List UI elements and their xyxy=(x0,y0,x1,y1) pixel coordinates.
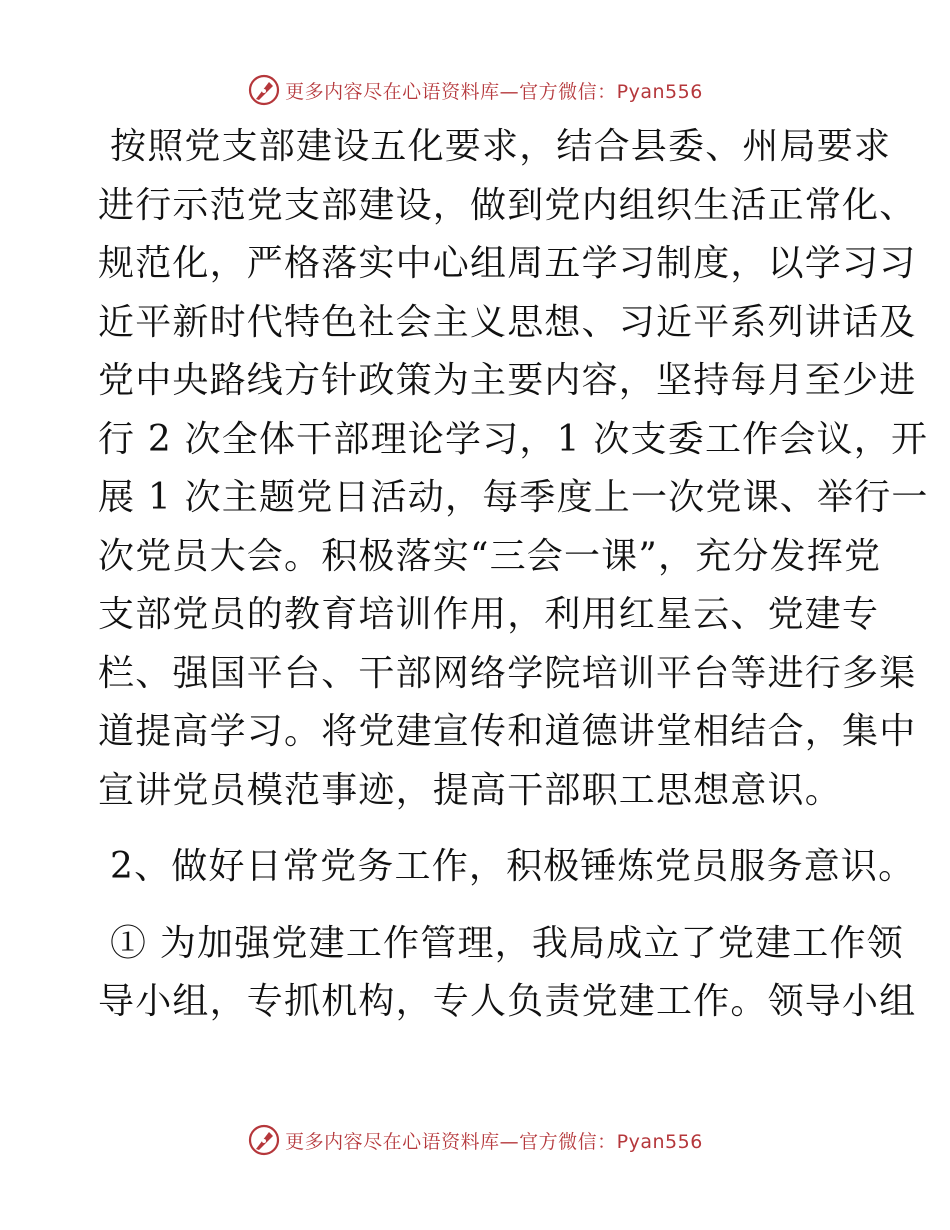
pen-nib-circle-icon xyxy=(247,73,281,107)
text-line: 展 1 次主题党日活动，每季度上一次党课、举行一 xyxy=(98,477,929,518)
text-line: 规范化，严格落实中心组周五学习制度，以学习习 xyxy=(98,243,917,284)
text-line: 党中央路线方针政策为主要内容，坚持每月至少进 xyxy=(98,360,917,401)
text-line: 宣讲党员模范事迹，提高干部职工思想意识。 xyxy=(98,769,843,811)
watermark-text: 更多内容尽在心语资料库—官方微信：Pyan556 xyxy=(285,1130,703,1153)
text-line: 栏、强国平台、干部网络学院培训平台等进行多渠 xyxy=(98,652,917,694)
watermark-header xyxy=(0,70,950,110)
watermark-footer xyxy=(0,1120,950,1160)
text-line: 次党员大会。积极落实“三会一课”，充分发挥党 xyxy=(98,535,882,577)
pen-nib-circle-icon xyxy=(247,1123,281,1157)
document-body xyxy=(98,118,929,1032)
text-line: 支部党员的教育培训作用，利用红星云、党建专 xyxy=(98,594,880,635)
text-line: 近平新时代特色社会主义思想、习近平系列讲话及 xyxy=(98,301,917,343)
watermark-text: 更多内容尽在心语资料库—官方微信：Pyan556 xyxy=(285,80,703,103)
text-line: ① 为加强党建工作管理，我局成立了党建工作领 xyxy=(110,922,904,964)
section-heading: 2、做好日常党务工作，积极锤炼党员服务意识。 xyxy=(110,846,916,887)
text-line: 行 2 次全体干部理论学习，1 次支委工作会议，开 xyxy=(98,418,929,460)
paragraph-gap xyxy=(98,820,858,838)
text-line: 进行示范党支部建设，做到党内组织生活正常化、 xyxy=(98,184,917,226)
paragraph-gap xyxy=(98,897,858,915)
text-line: 按照党支部建设五化要求，结合县委、州局要求 xyxy=(110,126,892,167)
text-line: 道提高学习。将党建宣传和道德讲堂相结合，集中 xyxy=(98,711,917,752)
text-line: 导小组，专抓机构，专人负责党建工作。领导小组 xyxy=(98,981,917,1022)
